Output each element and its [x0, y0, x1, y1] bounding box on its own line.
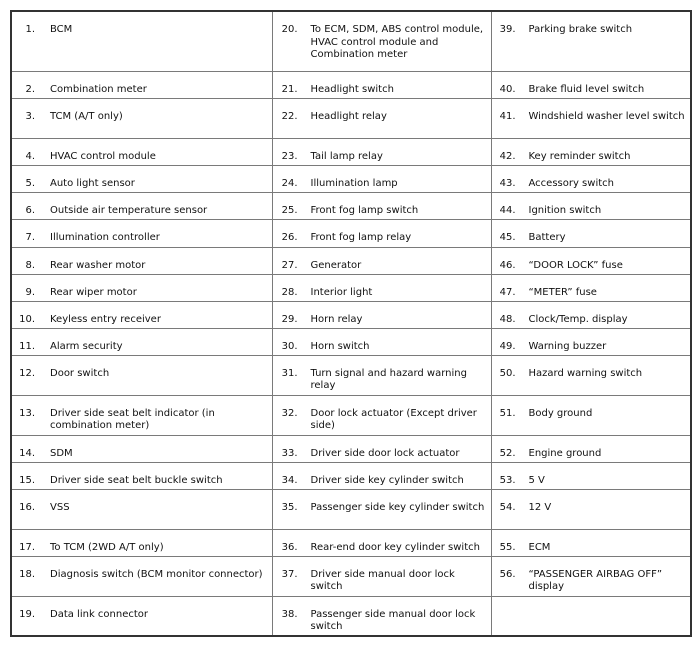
- legend-entry: [273, 302, 491, 327]
- legend-entry: [273, 329, 491, 354]
- legend-cell: [491, 138, 691, 165]
- legend-cell: [272, 219, 491, 247]
- legend-entry: [492, 220, 691, 245]
- item-label: Clock/Temp. display: [528, 313, 628, 325]
- item-number: 26.: [281, 231, 298, 243]
- item-number: 12.: [19, 367, 35, 379]
- legend-cell: [272, 98, 491, 138]
- item-label: Horn relay: [310, 313, 363, 325]
- legend-entry: [273, 557, 491, 594]
- item-label: Parking brake switch: [528, 24, 633, 35]
- item-number: 16.: [19, 501, 35, 513]
- legend-entry: [273, 275, 491, 300]
- item-label: Hazard warning switch: [528, 367, 643, 379]
- legend-entry: [12, 396, 272, 433]
- item-label: SDM: [50, 447, 73, 459]
- item-label: Alarm security: [50, 340, 123, 352]
- legend-entry: [273, 490, 491, 515]
- legend-entry: [12, 248, 272, 273]
- legend-entry: [12, 597, 272, 622]
- item-label: ECM: [528, 541, 551, 553]
- item-number: 1.: [25, 24, 35, 35]
- legend-entry: [12, 220, 272, 245]
- legend-cell: [272, 355, 491, 395]
- legend-entry: [273, 597, 491, 634]
- item-number: 4.: [25, 150, 35, 162]
- item-label: Driver side seat belt buckle switch: [50, 474, 223, 486]
- legend-entry: [273, 139, 491, 164]
- legend-entry: [492, 248, 691, 273]
- legend-entry: [12, 490, 272, 515]
- item-number: 21.: [281, 83, 298, 95]
- item-number: 38.: [281, 608, 298, 620]
- item-number: 46.: [499, 259, 516, 271]
- item-number: 18.: [19, 568, 35, 580]
- item-label: Accessory switch: [528, 177, 614, 189]
- legend-entry: [492, 193, 691, 218]
- legend-cell: [272, 11, 491, 71]
- legend-entry: [12, 356, 272, 381]
- item-number: 20.: [281, 24, 298, 35]
- legend-cell: [272, 489, 491, 529]
- legend-entry: [492, 99, 691, 124]
- item-label: Diagnosis switch (BCM monitor connector): [50, 568, 263, 580]
- item-label: Ignition switch: [528, 204, 602, 216]
- item-number: 3.: [25, 110, 35, 122]
- legend-cell: [11, 138, 272, 165]
- item-number: 44.: [499, 204, 516, 216]
- item-number: 56.: [499, 568, 516, 580]
- item-number: 37.: [281, 568, 298, 580]
- legend-cell: [272, 556, 491, 596]
- item-number: 39.: [499, 24, 516, 35]
- legend-cell: [272, 435, 491, 462]
- item-number: 15.: [19, 474, 35, 486]
- legend-entry: [492, 490, 691, 515]
- item-label: Key reminder switch: [528, 150, 631, 162]
- item-number: 55.: [499, 541, 516, 553]
- legend-cell: [491, 11, 691, 71]
- table-row: [11, 328, 691, 355]
- legend-entry: [492, 463, 691, 488]
- legend-entry: [12, 139, 272, 164]
- item-label: Headlight relay: [310, 110, 387, 122]
- item-number: 43.: [499, 177, 516, 189]
- legend-cell: [491, 219, 691, 247]
- item-number: 41.: [499, 110, 516, 122]
- item-label: Generator: [310, 259, 362, 271]
- item-label: Rear washer motor: [50, 259, 146, 271]
- legend-entry: [492, 329, 691, 354]
- item-number: 49.: [499, 340, 516, 352]
- legend-entry: [12, 275, 272, 300]
- legend-cell: [491, 556, 691, 596]
- legend-entry: [273, 396, 491, 433]
- item-number: 28.: [281, 286, 298, 298]
- item-number: 24.: [281, 177, 298, 189]
- item-number: 54.: [499, 501, 516, 513]
- item-label: To TCM (2WD A/T only): [50, 541, 164, 553]
- legend-entry: [273, 72, 491, 97]
- item-label: Driver side manual door lock switch: [310, 568, 455, 592]
- item-label: TCM (A/T only): [50, 110, 123, 122]
- item-label: Headlight switch: [310, 83, 394, 95]
- legend-cell: [272, 462, 491, 489]
- legend-cell: [491, 192, 691, 219]
- item-label: Body ground: [528, 407, 593, 419]
- table-row: [11, 355, 691, 395]
- legend-cell: [272, 274, 491, 301]
- legend-cell: [491, 596, 691, 636]
- legend-entry: [492, 139, 691, 164]
- legend-cell: [11, 328, 272, 355]
- item-label: VSS: [50, 501, 70, 513]
- legend-entry: [273, 436, 491, 461]
- table-row: [11, 274, 691, 301]
- legend-entry: [273, 166, 491, 191]
- legend-entry: [273, 99, 491, 124]
- legend-entry: [273, 193, 491, 218]
- legend-cell: [491, 355, 691, 395]
- legend-entry: [492, 166, 691, 191]
- item-number: 19.: [19, 608, 35, 620]
- item-label: Passenger side manual door lock switch: [310, 608, 476, 632]
- item-number: 32.: [281, 407, 298, 419]
- item-label: Data link connector: [50, 608, 149, 620]
- legend-cell: [11, 192, 272, 219]
- item-label: Rear wiper motor: [50, 286, 137, 298]
- item-label: Driver side door lock actuator: [310, 447, 460, 459]
- item-label: Illumination lamp: [310, 177, 398, 189]
- table-row: [11, 301, 691, 328]
- legend-entry: [492, 72, 691, 97]
- table-row: [11, 462, 691, 489]
- item-number: 7.: [25, 231, 35, 243]
- legend-cell: [272, 247, 491, 274]
- item-number: 30.: [281, 340, 298, 352]
- legend-cell: [272, 138, 491, 165]
- table-row: [11, 596, 691, 636]
- item-label: To ECM, SDM, ABS control module, HVAC control module and Combination meter: [310, 24, 484, 60]
- table-row: [11, 395, 691, 435]
- item-number: 8.: [25, 259, 35, 271]
- legend-cell: [11, 11, 272, 71]
- legend-entry: [492, 275, 691, 300]
- legend-entry: [12, 436, 272, 461]
- item-number: 6.: [25, 204, 35, 216]
- legend-cell: [11, 529, 272, 556]
- table-row: [11, 529, 691, 556]
- item-number: 36.: [281, 541, 298, 553]
- legend-cell: [491, 274, 691, 301]
- legend-entry: [492, 396, 691, 421]
- legend-cell: [272, 596, 491, 636]
- legend-cell: [272, 301, 491, 328]
- legend-entry: [273, 248, 491, 273]
- legend-cell: [11, 355, 272, 395]
- legend-cell: [491, 165, 691, 192]
- legend-cell: [491, 435, 691, 462]
- item-label: Horn switch: [310, 340, 370, 352]
- legend-cell: [272, 192, 491, 219]
- item-number: 29.: [281, 313, 298, 325]
- legend-cell: [491, 328, 691, 355]
- item-number: 17.: [19, 541, 35, 553]
- table-row: [11, 165, 691, 192]
- legend-cell: [272, 71, 491, 98]
- legend-entry: [12, 166, 272, 191]
- item-number: 45.: [499, 231, 516, 243]
- item-label: Front fog lamp switch: [310, 204, 419, 216]
- legend-cell: [11, 596, 272, 636]
- item-label: Keyless entry receiver: [50, 313, 161, 325]
- legend-cell: [491, 301, 691, 328]
- item-number: 14.: [19, 447, 35, 459]
- item-label: “METER” fuse: [528, 286, 597, 298]
- item-label: Rear-end door key cylinder switch: [310, 541, 480, 553]
- item-label: HVAC control module: [50, 150, 156, 162]
- item-label: 5 V: [528, 474, 545, 486]
- item-label: Driver side seat belt indicator (in combination meter): [50, 407, 215, 431]
- item-label: Front fog lamp relay: [310, 231, 412, 243]
- table-row: [11, 138, 691, 165]
- table-row: [11, 71, 691, 98]
- legend-entry: [12, 302, 272, 327]
- legend-entry: [273, 530, 491, 555]
- item-label: Interior light: [310, 286, 373, 298]
- table-row: [11, 247, 691, 274]
- legend-entry: [273, 356, 491, 393]
- legend-cell: [491, 462, 691, 489]
- component-legend-table: [10, 10, 692, 637]
- item-label: “PASSENGER AIRBAG OFF” display: [528, 568, 663, 592]
- legend-cell: [11, 71, 272, 98]
- item-label: Auto light sensor: [50, 177, 135, 189]
- item-number: 10.: [19, 313, 35, 325]
- item-label: Illumination controller: [50, 231, 160, 243]
- table-row: [11, 219, 691, 247]
- item-number: 53.: [499, 474, 516, 486]
- item-label: Tail lamp relay: [310, 150, 383, 162]
- table-row: [11, 98, 691, 138]
- item-number: 47.: [499, 286, 516, 298]
- legend-entry: [492, 597, 691, 609]
- item-label: Combination meter: [50, 83, 147, 95]
- legend-cell: [11, 247, 272, 274]
- item-number: 25.: [281, 204, 298, 216]
- legend-table-body: [11, 11, 691, 636]
- item-label: Passenger side key cylinder switch: [310, 501, 485, 513]
- legend-cell: [491, 529, 691, 556]
- item-label: Windshield washer level switch: [528, 110, 685, 122]
- legend-cell: [272, 395, 491, 435]
- legend-cell: [11, 98, 272, 138]
- legend-cell: [491, 71, 691, 98]
- legend-cell: [491, 98, 691, 138]
- item-number: 35.: [281, 501, 298, 513]
- item-label: Door lock actuator (Except driver side): [310, 407, 477, 431]
- legend-cell: [11, 489, 272, 529]
- item-number: 11.: [19, 340, 35, 352]
- legend-cell: [11, 165, 272, 192]
- table-row: [11, 489, 691, 529]
- item-label: Outside air temperature sensor: [50, 204, 208, 216]
- legend-cell: [11, 462, 272, 489]
- item-label: Warning buzzer: [528, 340, 607, 352]
- table-row: [11, 192, 691, 219]
- legend-entry: [273, 220, 491, 245]
- item-label: Brake fluid level switch: [528, 83, 645, 95]
- table-row: [11, 11, 691, 71]
- item-number: 52.: [499, 447, 516, 459]
- legend-cell: [491, 247, 691, 274]
- item-label: “DOOR LOCK” fuse: [528, 259, 623, 271]
- legend-cell: [11, 219, 272, 247]
- table-row: [11, 556, 691, 596]
- legend-entry: [492, 356, 691, 381]
- legend-entry: [492, 302, 691, 327]
- item-number: 34.: [281, 474, 298, 486]
- legend-entry: [273, 463, 491, 488]
- item-number: 27.: [281, 259, 298, 271]
- legend-entry: [12, 329, 272, 354]
- item-number: 5.: [25, 177, 35, 189]
- legend-cell: [272, 529, 491, 556]
- item-number: 13.: [19, 407, 35, 419]
- item-number: 9.: [25, 286, 35, 298]
- legend-cell: [272, 165, 491, 192]
- legend-entry: [12, 557, 272, 582]
- item-label: 12 V: [528, 501, 552, 513]
- item-label: Battery: [528, 231, 566, 243]
- item-number: 40.: [499, 83, 516, 95]
- item-label: Driver side key cylinder switch: [310, 474, 464, 486]
- item-number: 33.: [281, 447, 298, 459]
- item-label: BCM: [50, 24, 73, 35]
- legend-cell: [272, 328, 491, 355]
- legend-entry: [273, 12, 491, 62]
- legend-cell: [11, 556, 272, 596]
- legend-entry: [492, 530, 691, 555]
- legend-entry: [492, 557, 691, 594]
- item-label: Turn signal and hazard warning relay: [310, 367, 467, 391]
- legend-entry: [12, 12, 272, 37]
- item-label: Engine ground: [528, 447, 602, 459]
- item-number: 51.: [499, 407, 516, 419]
- item-number: 48.: [499, 313, 516, 325]
- legend-table-container: [10, 10, 692, 637]
- legend-entry: [12, 193, 272, 218]
- legend-entry: [492, 12, 691, 37]
- item-number: 23.: [281, 150, 298, 162]
- legend-cell: [491, 489, 691, 529]
- legend-entry: [492, 436, 691, 461]
- legend-cell: [11, 395, 272, 435]
- table-row: [11, 435, 691, 462]
- legend-entry: [12, 463, 272, 488]
- item-number: 50.: [499, 367, 516, 379]
- legend-entry: [12, 530, 272, 555]
- legend-cell: [11, 301, 272, 328]
- item-label: Door switch: [50, 367, 110, 379]
- item-number: 42.: [499, 150, 516, 162]
- legend-cell: [11, 435, 272, 462]
- legend-entry: [12, 72, 272, 97]
- legend-cell: [491, 395, 691, 435]
- item-number: 22.: [281, 110, 298, 122]
- item-number: 2.: [25, 83, 35, 95]
- item-number: 31.: [281, 367, 298, 379]
- legend-entry: [12, 99, 272, 124]
- legend-cell: [11, 274, 272, 301]
